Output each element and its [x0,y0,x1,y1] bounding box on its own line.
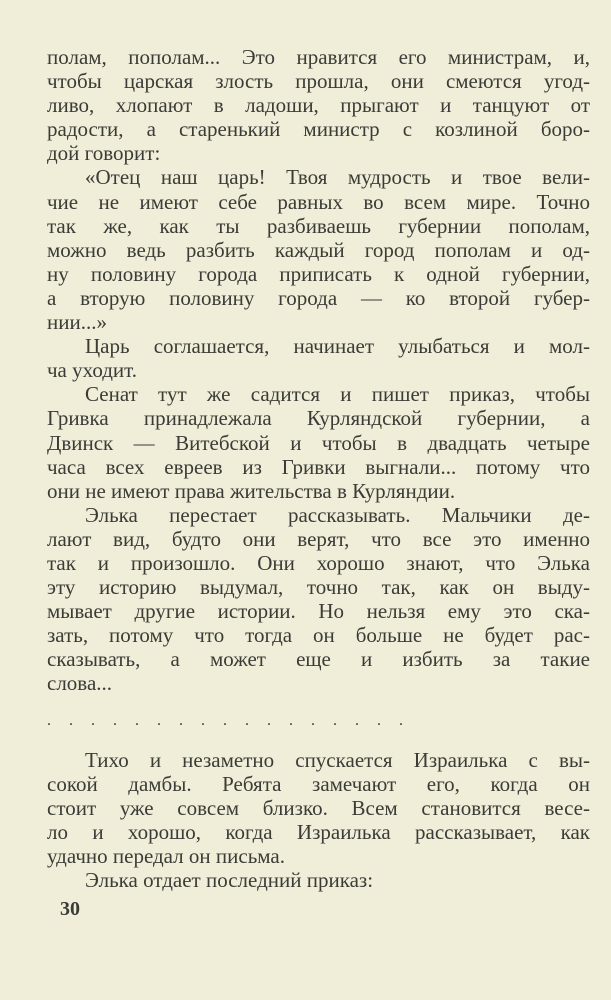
text-line: ливо, хлопают в ладоши, прыгают и танцуют от [47,93,590,118]
text-line: Тихо и незаметно спускается Израилька с вы- [85,747,590,772]
paragraph [47,165,590,334]
paragraph [47,334,590,382]
text-line: часа всех евреев из Гривки выгнали... потому что [47,454,590,479]
text-line: ча уходит. [47,358,137,383]
spacer [47,738,590,748]
text-line: радости, а старенький министр с козлиной боро- [47,117,590,142]
text-line: ло и хорошо, когда Израилька рассказывает, как [47,819,590,844]
text-line: Царь соглашается, начинает улыбаться и мол- [85,334,590,359]
text-line: Сенат тут же садится и пишет приказ, чтобы [85,382,590,407]
text-line: полам, пополам... Это нравится его министрам, и, [47,45,590,69]
text-line: они не имеют права жительства в Курляндии. [47,478,456,503]
text-line: удачно передал он письма. [47,843,285,868]
text-line: Гривка принадлежала Курляндской губернии, а [47,406,590,431]
text-line: можно ведь разбить каждый город пополам и од- [47,237,590,262]
paragraph [47,503,590,696]
text-line: сокой дамбы. Ребята замечают его, когда он [47,771,590,796]
text-line: сказывать, а может еще и избить за такие [47,647,590,672]
page-text [47,45,590,892]
paragraph [47,382,590,502]
text-line: нии...» [47,310,107,335]
text-line: мывает другие истории. Но нельзя ему это ска- [47,599,590,624]
text-line: Элька перестает рассказывать. Мальчики де- [85,502,590,527]
text-line: а вторую половину города — ко второй губер- [47,285,590,310]
text-line: чие не имеют себе равных во всем мире. Точно [47,189,590,214]
section-separator [47,696,507,738]
text-line: чтобы царская злость прошла, они смеются угод- [47,69,590,94]
text-line: слова... [47,671,113,696]
text-line: стоит уже совсем близко. Всем становится весе- [47,795,590,820]
text-line: так же, как ты разбиваешь губернии пополам, [47,213,590,238]
page-number: 30 [60,898,80,920]
paragraph [47,868,590,892]
text-line: так и произошло. Они хорошо знают, что Элька [47,550,590,575]
text-line: Двинск — Витебской и чтобы в двадцать четыре [47,430,590,455]
text-line: Элька отдает последний приказ: [85,868,374,892]
text-line: зать, потому что тогда он больше не будет рас- [47,623,590,648]
separator-dots: . . . . . . . . . . . . . . . . . [47,711,403,729]
text-line: лают вид, будто они верят, что все это именно [47,526,590,551]
text-line: ну половину города приписать к одной губернии, [47,261,590,286]
paragraph [47,45,590,165]
paragraph [47,748,590,868]
text-line: «Отец наш царь! Твоя мудрость и твое вели- [85,165,590,190]
text-line: эту историю выдумал, точно так, как он выду- [47,575,590,600]
text-line: дой говорит: [47,141,161,166]
